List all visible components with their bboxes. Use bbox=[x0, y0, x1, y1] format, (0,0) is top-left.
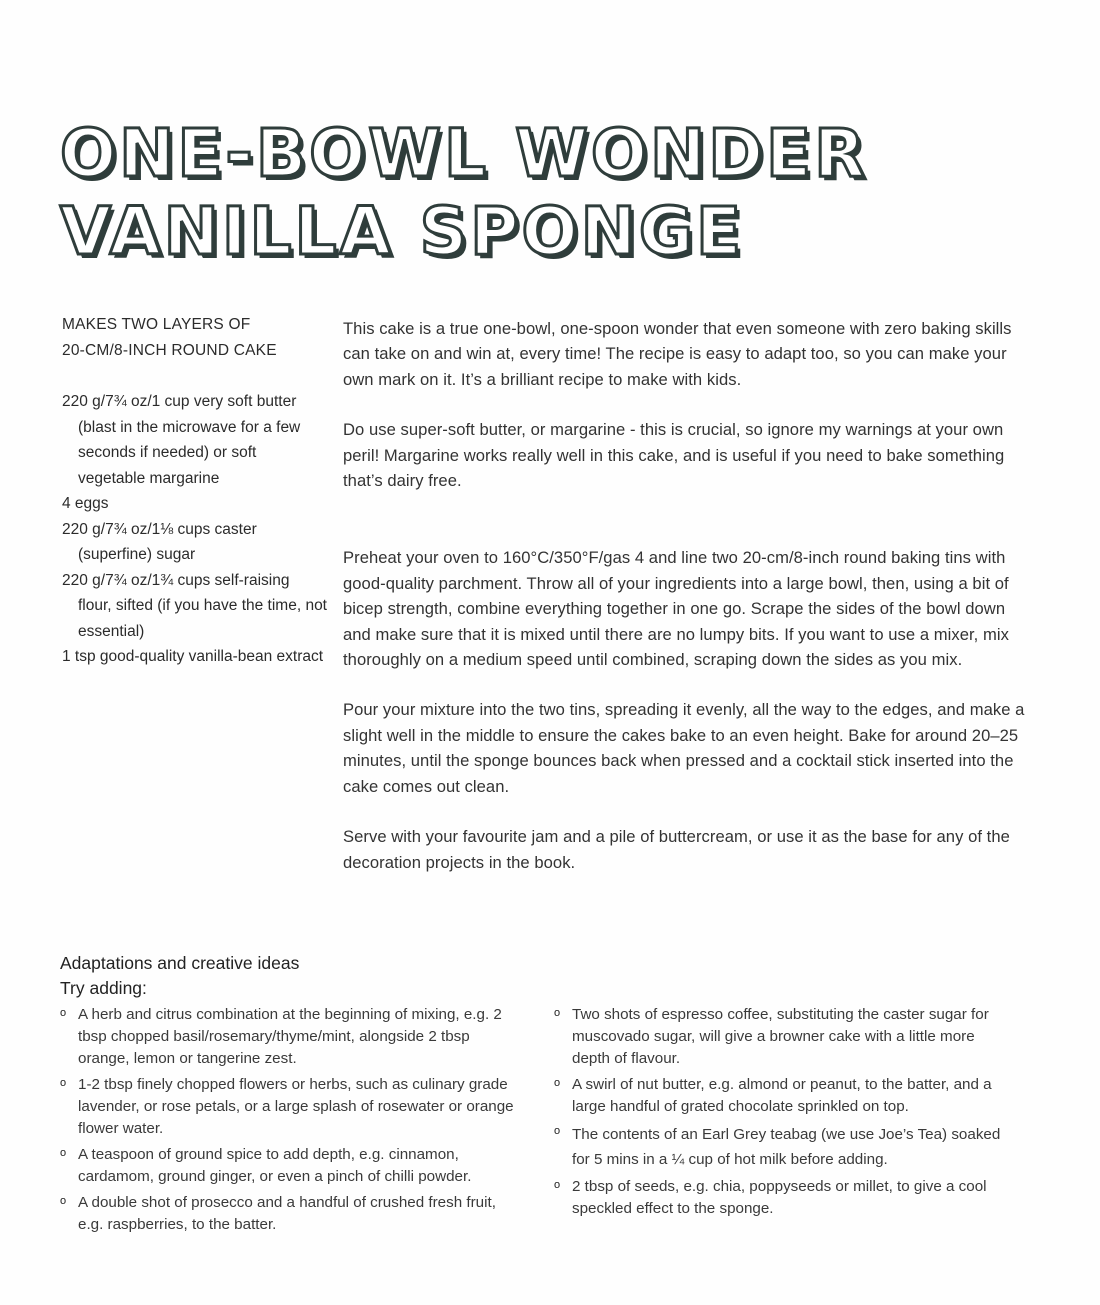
title-line-1: ONE-BOWL WONDER bbox=[60, 115, 868, 192]
adaptation-item bbox=[60, 1144, 520, 1188]
adaptation-item bbox=[60, 1192, 520, 1236]
bullet-icon: o bbox=[60, 1007, 67, 1019]
adaptations-section bbox=[60, 950, 1040, 1233]
adaptation-text: A herb and citrus combination at the beginning of mixing, e.g. 2 tbsp chopped basil/rosemary/thyme/mint, alongside 2 tbsp orange, lemon or tangerine zest. bbox=[78, 1006, 502, 1067]
method-paragraph: Pour your mixture into the two tins, spreading it evenly, all the way to the edges, and make a slight well in the middle to ensure the cakes bake to an even height. Bake for around 20–25 minutes, until the sponge bounces back when pressed and a cocktail stick inserted into the cake comes out clean. bbox=[343, 700, 1025, 796]
title-line-2: VANILLA SPONGE bbox=[60, 193, 745, 270]
adaptations-list-left bbox=[60, 1004, 520, 1240]
bullet-icon: o bbox=[554, 1007, 561, 1019]
adaptation-item bbox=[554, 1074, 1004, 1118]
method-section bbox=[343, 316, 1033, 875]
method-paragraph: Serve with your favourite jam and a pile of buttercream, or use it as the base for any of the decoration projects in the book. bbox=[343, 827, 1010, 872]
bullet-icon: o bbox=[554, 1077, 561, 1089]
adaptation-item bbox=[60, 1074, 520, 1140]
adaptation-item bbox=[554, 1004, 1004, 1070]
bullet-icon: o bbox=[554, 1179, 561, 1191]
ingredients-list bbox=[62, 389, 327, 670]
adaptation-text: A double shot of prosecco and a handful of crushed fresh fruit, e.g. raspberries, to the batter. bbox=[78, 1194, 496, 1233]
adaptation-text: 2 tbsp of seeds, e.g. chia, poppyseeds or millet, to give a cool speckled effect to the sponge. bbox=[572, 1178, 987, 1217]
adaptation-text: 1-2 tbsp finely chopped flowers or herbs, such as culinary grade lavender, or rose petals, or a large splash of rosewater or orange flower water. bbox=[78, 1076, 514, 1137]
intro-paragraph: This cake is a true one-bowl, one-spoon wonder that even someone with zero baking skills can take on and win at, every time! The recipe is easy to adapt too, so you can make your own mark on it. It’s a brilliant recipe to make with kids. bbox=[343, 319, 1012, 389]
intro-paragraph: Do use super-soft butter, or margarine - this is crucial, so ignore my warnings at your own peril! Margarine works really well in this cake, and is useful if you need to bake something that’s dairy free. bbox=[343, 420, 1005, 491]
adaptations-heading: Adaptations and creative ideas bbox=[60, 953, 300, 973]
yield-note bbox=[62, 312, 327, 363]
yield-line-1: MAKES TWO LAYERS OF bbox=[62, 316, 251, 333]
bullet-icon: o bbox=[554, 1125, 561, 1137]
recipe-title bbox=[60, 112, 868, 274]
bullet-icon: o bbox=[60, 1195, 67, 1207]
ingredients-sidebar bbox=[62, 312, 327, 670]
ingredient-item: 220 g/7¾ oz/1 cup very soft butter (blast in the microwave for a few seconds if needed) or soft vegetable margarine bbox=[62, 393, 301, 487]
ingredient-item: 4 eggs bbox=[62, 495, 109, 512]
adaptations-subheading: Try adding: bbox=[60, 978, 147, 998]
adaptations-list-right bbox=[554, 1004, 1004, 1224]
ingredient-item: 1 tsp good-quality vanilla-bean extract bbox=[62, 648, 324, 665]
bullet-icon: o bbox=[60, 1147, 67, 1159]
method-paragraph: Preheat your oven to 160°C/350°F/gas 4 and line two 20-cm/8-inch round baking tins with good-quality parchment. Throw all of your ingredients into a large bowl, then, using a bit of bicep strength, combine everything together in one go. Scrape the sides of the bowl down and make sure that it is mixed until there are no lumpy bits. If you want to use a mixer, mix thoroughly on a medium speed until combined, scraping down the sides as you mix. bbox=[343, 548, 1009, 670]
ingredient-item: 220 g/7¾ oz/1¾ cups self-raising flour, sifted (if you have the time, not essential) bbox=[62, 571, 327, 640]
yield-line-2: 20-CM/8-INCH ROUND CAKE bbox=[62, 341, 277, 359]
adaptation-text: Two shots of espresso coffee, substituting the caster sugar for muscovado sugar, will give a browner cake with a little more depth of flavour. bbox=[572, 1006, 989, 1067]
adaptation-item bbox=[60, 1004, 520, 1070]
adaptation-text: A swirl of nut butter, e.g. almond or peanut, to the batter, and a large handful of grated chocolate sprinkled on top. bbox=[572, 1076, 992, 1115]
bullet-icon: o bbox=[60, 1077, 67, 1089]
adaptation-item bbox=[554, 1122, 1004, 1172]
adaptation-item bbox=[554, 1176, 1004, 1220]
adaptation-text: A teaspoon of ground spice to add depth, e.g. cinnamon, cardamom, ground ginger, or even a pinch of chilli powder. bbox=[78, 1146, 472, 1185]
ingredient-item: 220 g/7¾ oz/1⅛ cups caster (superfine) sugar bbox=[62, 520, 257, 563]
adaptation-text: The contents of an Earl Grey teabag (we use Joe’s Tea) soaked for 5 mins in a ¼ cup of hot milk before adding. bbox=[572, 1126, 1001, 1168]
